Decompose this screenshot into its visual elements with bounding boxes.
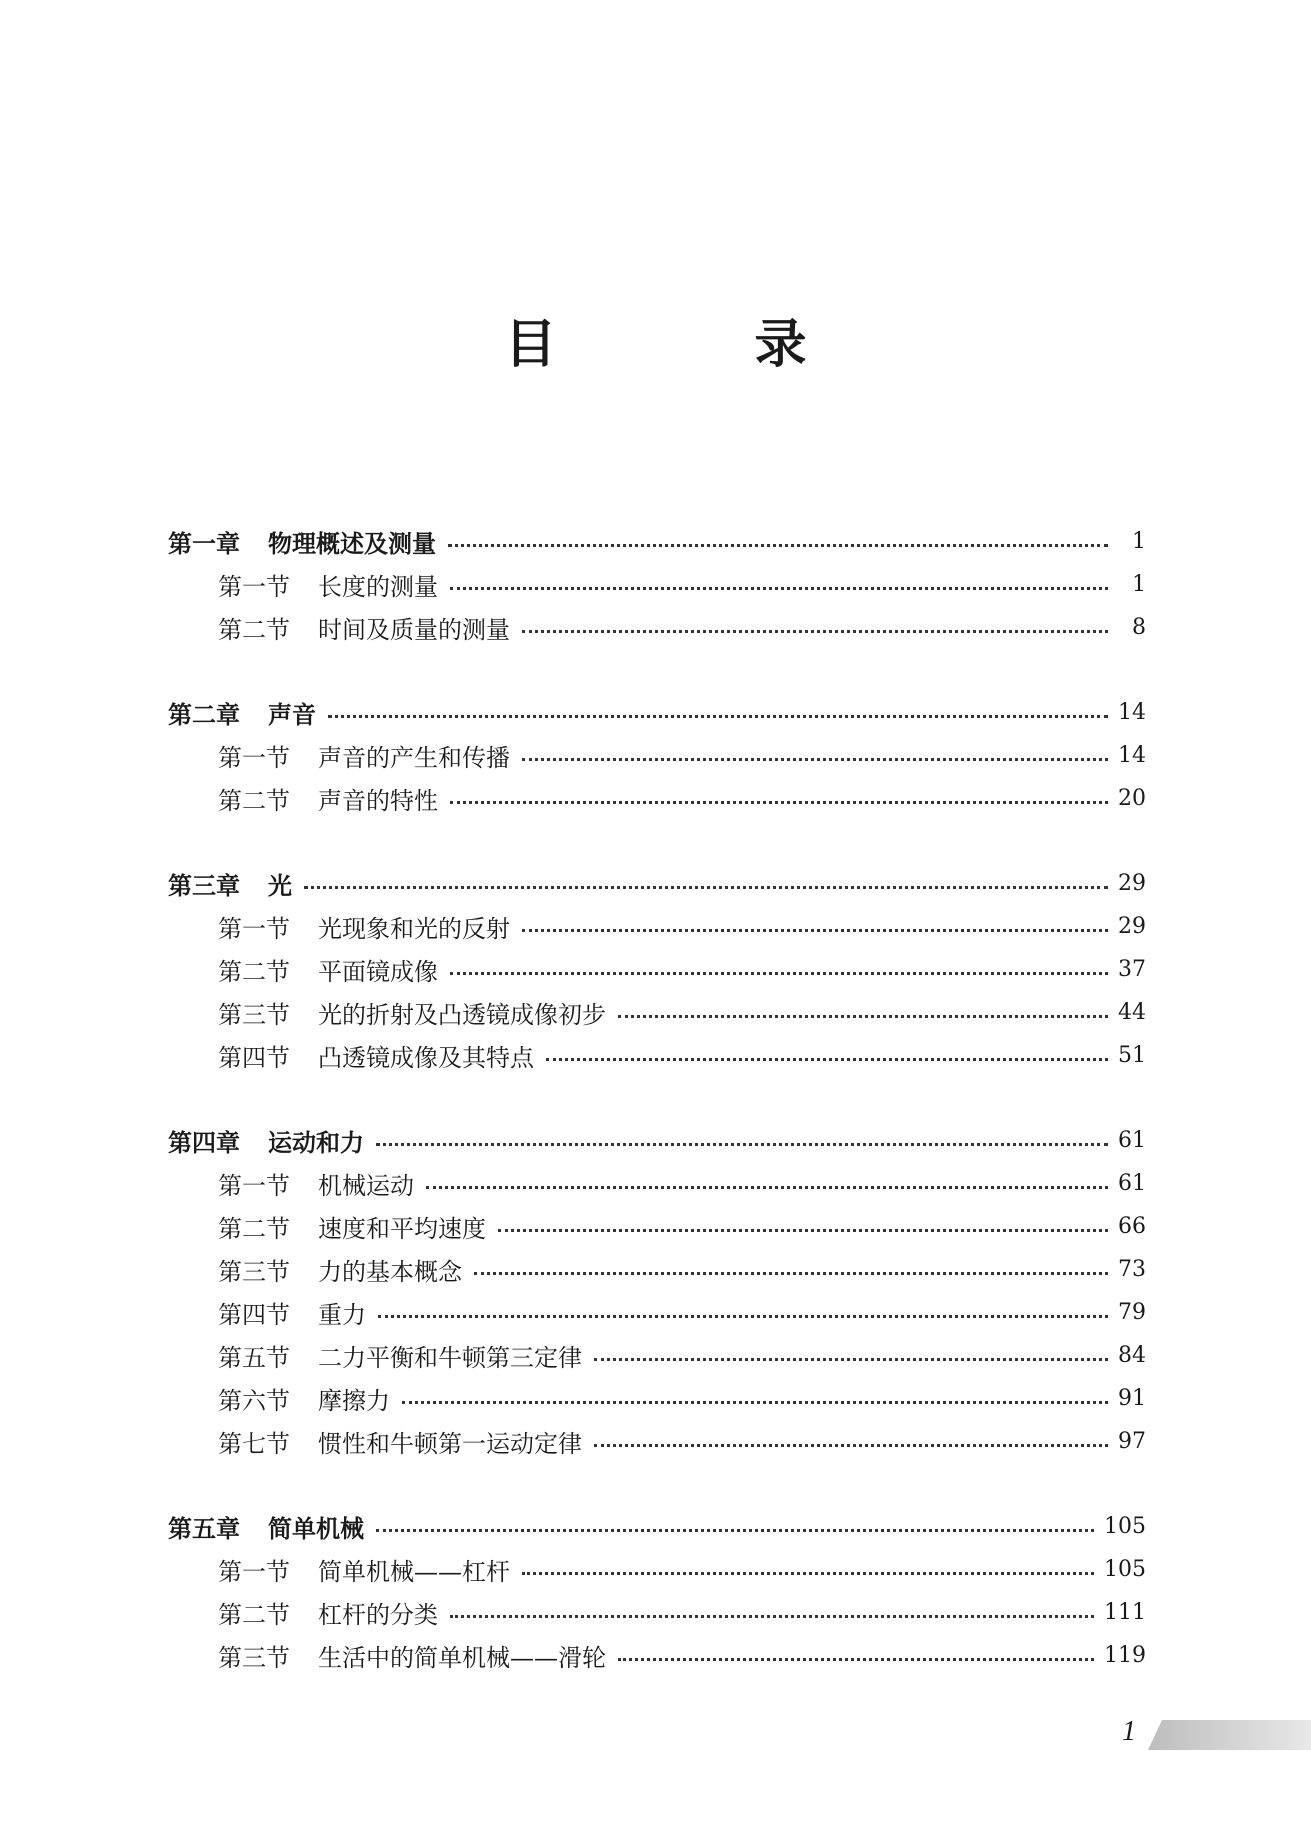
dot-leader bbox=[450, 587, 1108, 590]
page-ref: 14 bbox=[1118, 743, 1146, 768]
dot-leader bbox=[594, 1444, 1108, 1447]
page-ref: 97 bbox=[1118, 1429, 1146, 1454]
dot-leader bbox=[448, 544, 1108, 547]
page-ref: 73 bbox=[1118, 1257, 1146, 1282]
section-label: 第六节 bbox=[218, 1387, 290, 1415]
toc-section-entry[interactable] bbox=[168, 777, 1146, 820]
toc-chapter-block bbox=[168, 1505, 1146, 1677]
page-ref: 79 bbox=[1118, 1300, 1146, 1325]
page-ref: 91 bbox=[1118, 1386, 1146, 1411]
section-label: 第一节 bbox=[218, 1558, 290, 1586]
toc-section-entry[interactable] bbox=[168, 948, 1146, 991]
page-ref: 61 bbox=[1118, 1171, 1146, 1196]
toc-section-entry[interactable] bbox=[168, 905, 1146, 948]
dot-leader bbox=[546, 1058, 1108, 1061]
chapter-title: 声音 bbox=[268, 701, 316, 729]
page-ref: 66 bbox=[1118, 1214, 1146, 1239]
toc-section-entry[interactable] bbox=[168, 1634, 1146, 1677]
section-title: 惯性和牛顿第一运动定律 bbox=[318, 1430, 582, 1458]
toc-section-entry[interactable] bbox=[168, 1034, 1146, 1077]
chapter-label: 第三章 bbox=[168, 872, 240, 900]
table-of-contents bbox=[168, 520, 1146, 1719]
page-title: 目 录 bbox=[504, 315, 897, 375]
section-title: 简单机械——杠杆 bbox=[318, 1558, 510, 1586]
dot-leader bbox=[328, 715, 1108, 718]
toc-chapter-entry[interactable] bbox=[168, 1505, 1146, 1548]
chapter-label: 第二章 bbox=[168, 701, 240, 729]
toc-section-entry[interactable] bbox=[168, 1248, 1146, 1291]
dot-leader bbox=[450, 1615, 1094, 1618]
section-label: 第一节 bbox=[218, 1172, 290, 1200]
section-label: 第四节 bbox=[218, 1301, 290, 1329]
page-ref: 1 bbox=[1132, 529, 1146, 554]
chapter-label: 第一章 bbox=[168, 530, 240, 558]
dot-leader bbox=[618, 1015, 1108, 1018]
section-label: 第二节 bbox=[218, 958, 290, 986]
section-title: 速度和平均速度 bbox=[318, 1215, 486, 1243]
dot-leader bbox=[450, 801, 1108, 804]
toc-chapter-block bbox=[168, 691, 1146, 820]
toc-section-entry[interactable] bbox=[168, 734, 1146, 777]
section-title: 二力平衡和牛顿第三定律 bbox=[318, 1344, 582, 1372]
section-label: 第二节 bbox=[218, 787, 290, 815]
section-title: 光的折射及凸透镜成像初步 bbox=[318, 1001, 606, 1029]
toc-section-entry[interactable] bbox=[168, 1591, 1146, 1634]
toc-section-entry[interactable] bbox=[168, 991, 1146, 1034]
page-ref: 61 bbox=[1118, 1128, 1146, 1153]
page-ref: 8 bbox=[1132, 615, 1146, 640]
dot-leader bbox=[450, 972, 1108, 975]
section-title: 声音的产生和传播 bbox=[318, 744, 510, 772]
dot-leader bbox=[522, 929, 1108, 932]
chapter-title: 物理概述及测量 bbox=[268, 530, 436, 558]
page-ref: 44 bbox=[1118, 1000, 1146, 1025]
toc-section-entry[interactable] bbox=[168, 563, 1146, 606]
section-label: 第二节 bbox=[218, 1601, 290, 1629]
page-ref: 84 bbox=[1118, 1343, 1146, 1368]
dot-leader bbox=[376, 1143, 1108, 1146]
dot-leader bbox=[618, 1658, 1094, 1661]
dot-leader bbox=[522, 758, 1108, 761]
page-ref: 119 bbox=[1104, 1643, 1146, 1668]
toc-chapter-block bbox=[168, 520, 1146, 649]
section-title: 机械运动 bbox=[318, 1172, 414, 1200]
dot-leader bbox=[304, 886, 1108, 889]
section-title: 杠杆的分类 bbox=[318, 1601, 438, 1629]
toc-chapter-entry[interactable] bbox=[168, 1119, 1146, 1162]
page-number: 1 bbox=[1122, 1716, 1136, 1747]
dot-leader bbox=[376, 1529, 1094, 1532]
section-title: 生活中的简单机械——滑轮 bbox=[318, 1644, 606, 1672]
toc-chapter-entry[interactable] bbox=[168, 691, 1146, 734]
page-ref: 1 bbox=[1132, 572, 1146, 597]
page-ref: 105 bbox=[1104, 1514, 1146, 1539]
dot-leader bbox=[522, 630, 1108, 633]
section-title: 时间及质量的测量 bbox=[318, 616, 510, 644]
toc-chapter-entry[interactable] bbox=[168, 862, 1146, 905]
toc-section-entry[interactable] bbox=[168, 1162, 1146, 1205]
page-ref: 29 bbox=[1118, 914, 1146, 939]
toc-section-entry[interactable] bbox=[168, 606, 1146, 649]
section-title: 凸透镜成像及其特点 bbox=[318, 1044, 534, 1072]
section-label: 第二节 bbox=[218, 1215, 290, 1243]
page-ref: 20 bbox=[1118, 786, 1146, 811]
toc-section-entry[interactable] bbox=[168, 1377, 1146, 1420]
dot-leader bbox=[426, 1186, 1108, 1189]
chapter-label: 第四章 bbox=[168, 1129, 240, 1157]
toc-section-entry[interactable] bbox=[168, 1334, 1146, 1377]
section-label: 第一节 bbox=[218, 915, 290, 943]
section-title: 平面镜成像 bbox=[318, 958, 438, 986]
toc-chapter-entry[interactable] bbox=[168, 520, 1146, 563]
section-label: 第二节 bbox=[218, 616, 290, 644]
section-label: 第三节 bbox=[218, 1644, 290, 1672]
chapter-title: 运动和力 bbox=[268, 1129, 364, 1157]
section-label: 第四节 bbox=[218, 1044, 290, 1072]
section-title: 摩擦力 bbox=[318, 1387, 390, 1415]
chapter-title: 简单机械 bbox=[268, 1515, 364, 1543]
page-ref: 29 bbox=[1118, 871, 1146, 896]
section-label: 第一节 bbox=[218, 744, 290, 772]
section-label: 第三节 bbox=[218, 1258, 290, 1286]
chapter-title: 光 bbox=[268, 872, 292, 900]
section-title: 声音的特性 bbox=[318, 787, 438, 815]
page-ref: 37 bbox=[1118, 957, 1146, 982]
page-ref: 111 bbox=[1104, 1600, 1146, 1625]
toc-chapter-block bbox=[168, 862, 1146, 1077]
dot-leader bbox=[474, 1272, 1108, 1275]
section-title: 重力 bbox=[318, 1301, 366, 1329]
toc-section-entry[interactable] bbox=[168, 1548, 1146, 1591]
toc-section-entry[interactable] bbox=[168, 1205, 1146, 1248]
dot-leader bbox=[378, 1315, 1108, 1318]
toc-chapter-block bbox=[168, 1119, 1146, 1463]
section-label: 第七节 bbox=[218, 1430, 290, 1458]
dot-leader bbox=[594, 1358, 1108, 1361]
section-label: 第一节 bbox=[218, 573, 290, 601]
dot-leader bbox=[498, 1229, 1108, 1232]
toc-section-entry[interactable] bbox=[168, 1291, 1146, 1334]
toc-section-entry[interactable] bbox=[168, 1420, 1146, 1463]
section-title: 光现象和光的反射 bbox=[318, 915, 510, 943]
page-ref: 105 bbox=[1104, 1557, 1146, 1582]
section-title: 长度的测量 bbox=[318, 573, 438, 601]
folio-decoration bbox=[1148, 1720, 1311, 1750]
section-label: 第五节 bbox=[218, 1344, 290, 1372]
dot-leader bbox=[522, 1572, 1094, 1575]
page-ref: 51 bbox=[1118, 1043, 1146, 1068]
dot-leader bbox=[402, 1401, 1108, 1404]
section-title: 力的基本概念 bbox=[318, 1258, 462, 1286]
chapter-label: 第五章 bbox=[168, 1515, 240, 1543]
page-ref: 14 bbox=[1118, 700, 1146, 725]
section-label: 第三节 bbox=[218, 1001, 290, 1029]
